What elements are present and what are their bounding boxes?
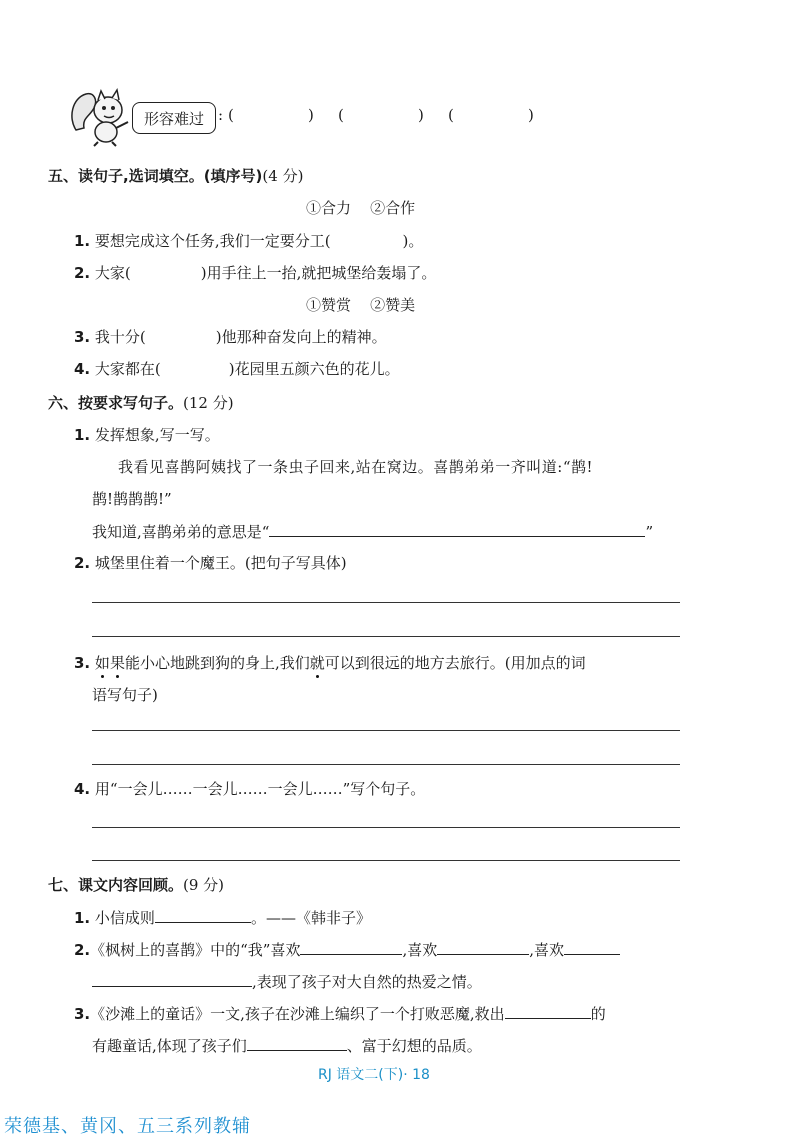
- tag-colon: :: [218, 106, 224, 124]
- s6-know-text-b: ”: [645, 523, 654, 541]
- s5-q1-number: 1.: [74, 232, 91, 250]
- s6-q4-number: 4.: [74, 780, 91, 798]
- s6-question-1: [74, 424, 220, 445]
- s6-q4-answer-line-1[interactable]: [92, 827, 680, 828]
- s6-q1-number: 1.: [74, 426, 91, 444]
- s7-q2-answer-blank-4[interactable]: [92, 970, 252, 987]
- s5-q1-text-b: )。: [402, 232, 424, 250]
- publisher-watermark: 荣德基、黄冈、五三系列教辅: [4, 1116, 251, 1137]
- s5-q3-text-a: 我十分(: [94, 328, 146, 346]
- s6-q3-number: 3.: [74, 654, 91, 672]
- s7-q3-number: 3.: [74, 1005, 91, 1023]
- s7-q3-answer-blank-2[interactable]: [247, 1034, 347, 1051]
- s7-q2-line-2: [92, 970, 482, 992]
- s6-know-line: [92, 520, 653, 542]
- answer-paren-open-1: (: [228, 106, 234, 124]
- section-6-heading: [48, 392, 234, 413]
- s6-know-text-a: 我知道,喜鹊弟弟的意思是“: [92, 523, 270, 541]
- s6-q3-text-mid: 能小心地跳到狗的身上,我们: [124, 654, 310, 672]
- s5-q4-text-b: )花园里五颜六色的花儿。: [228, 360, 400, 378]
- answer-paren-close-2: ): [418, 106, 424, 124]
- s7-q3-line-2: [92, 1034, 482, 1056]
- section-5-options-2: ①赞赏 ②赞美: [306, 296, 416, 314]
- s6-know-answer-blank[interactable]: [269, 520, 645, 537]
- s7-q1-text-b: 。——《韩非子》: [250, 909, 371, 927]
- s7-q2-text-d: ,表现了孩子对大自然的热爱之情。: [252, 973, 482, 991]
- section-6-title: 六、按要求写句子。: [48, 394, 184, 412]
- s6-passage-line-2: 鹊!鹊鹊鹊!”: [92, 490, 172, 508]
- s7-q1-answer-blank[interactable]: [155, 906, 251, 923]
- s7-q2-text-c: ,喜欢: [529, 941, 565, 959]
- s6-q2-text: 城堡里住着一个魔王。(把句子写具体): [94, 554, 347, 572]
- s5-question-3: [74, 326, 387, 347]
- section-5-heading: [48, 165, 303, 186]
- s6-q4-text: 用“一会儿……一会儿……一会儿……”写个句子。: [94, 780, 426, 798]
- s6-q3-dotted-word-3: 就: [309, 654, 325, 672]
- squirrel-mascot-icon: [68, 88, 134, 148]
- s5-q3-text-b: )他那种奋发向上的精神。: [215, 328, 387, 346]
- s7-q3-text-b: 的: [590, 1005, 606, 1023]
- s5-question-2: [74, 262, 436, 283]
- answer-paren-close-1: ): [308, 106, 314, 124]
- s7-question-3: [74, 1002, 606, 1024]
- s6-q4-answer-line-2[interactable]: [92, 860, 680, 861]
- s6-passage-line-1: 我看见喜鹊阿姨找了一条虫子回来,站在窝边。喜鹊弟弟一齐叫道:“鹊!: [118, 458, 594, 476]
- section-5-score: (4 分): [262, 167, 304, 185]
- section-5-options-1: ①合力 ②合作: [306, 199, 416, 217]
- s7-q2-number: 2.: [74, 941, 91, 959]
- tag-label: 形容难过: [143, 109, 204, 128]
- section-7-heading: [48, 874, 224, 895]
- s6-q2-answer-line-1[interactable]: [92, 602, 680, 603]
- s7-q1-text-a: 小信成则: [94, 909, 155, 927]
- s7-q2-answer-blank-2[interactable]: [437, 938, 529, 955]
- s7-q2-text-b: ,喜欢: [402, 941, 438, 959]
- s7-q3-text-a: 《沙滩上的童话》一文,孩子在沙滩上编织了一个打败恶魔,救出: [90, 1005, 505, 1023]
- s5-question-4: [74, 358, 400, 379]
- s7-q1-number: 1.: [74, 909, 91, 927]
- s7-question-2: [74, 938, 620, 960]
- answer-paren-open-3: (: [448, 106, 454, 124]
- s6-question-3: [74, 652, 586, 673]
- s5-q4-text-a: 大家都在(: [94, 360, 161, 378]
- s7-question-1: [74, 906, 371, 928]
- s5-q2-text-a: 大家(: [94, 264, 131, 282]
- s7-q2-text-a: 《枫树上的喜鹊》中的“我”喜欢: [90, 941, 301, 959]
- s5-q1-text-a: 要想完成这个任务,我们一定要分工(: [94, 232, 331, 250]
- s7-q3-text-c: 有趣童话,体现了孩子们: [92, 1037, 247, 1055]
- tag-label-box: [132, 102, 216, 134]
- s6-q1-text: 发挥想象,写一写。: [94, 426, 220, 444]
- s6-q3-dotted-word-2: 果: [109, 654, 125, 672]
- s6-q2-number: 2.: [74, 554, 91, 572]
- s6-q3-text-end: 可以到很远的地方去旅行。(用加点的词: [324, 654, 586, 672]
- answer-paren-open-2: (: [338, 106, 344, 124]
- section-5-title: 五、读句子,选词填空。(填序号): [48, 167, 263, 185]
- s6-q3-dotted-word-1: 如: [94, 654, 110, 672]
- section-7-score: (9 分): [183, 876, 225, 894]
- s5-q2-number: 2.: [74, 264, 91, 282]
- s5-q2-text-b: )用手往上一抬,就把城堡给轰塌了。: [200, 264, 437, 282]
- s7-q2-answer-blank-1[interactable]: [300, 938, 402, 955]
- s7-q3-answer-blank-1[interactable]: [505, 1002, 591, 1019]
- s6-q3-line-2: 语写句子): [92, 686, 158, 704]
- s6-question-4: [74, 778, 425, 799]
- answer-paren-close-3: ): [528, 106, 534, 124]
- section-7-title: 七、课文内容回顾。: [48, 876, 184, 894]
- page-footer: RJ 语文二(下)· 18: [318, 1067, 430, 1083]
- s7-q2-answer-blank-3[interactable]: [564, 938, 620, 955]
- s6-q2-answer-line-2[interactable]: [92, 636, 680, 637]
- s5-q4-number: 4.: [74, 360, 91, 378]
- s5-question-1: [74, 230, 423, 251]
- s6-q3-answer-line-1[interactable]: [92, 730, 680, 731]
- s7-q3-text-d: 、富于幻想的品质。: [346, 1037, 482, 1055]
- s6-q3-answer-line-2[interactable]: [92, 764, 680, 765]
- section-6-score: (12 分): [183, 394, 234, 412]
- s6-question-2: [74, 552, 347, 573]
- s5-q3-number: 3.: [74, 328, 91, 346]
